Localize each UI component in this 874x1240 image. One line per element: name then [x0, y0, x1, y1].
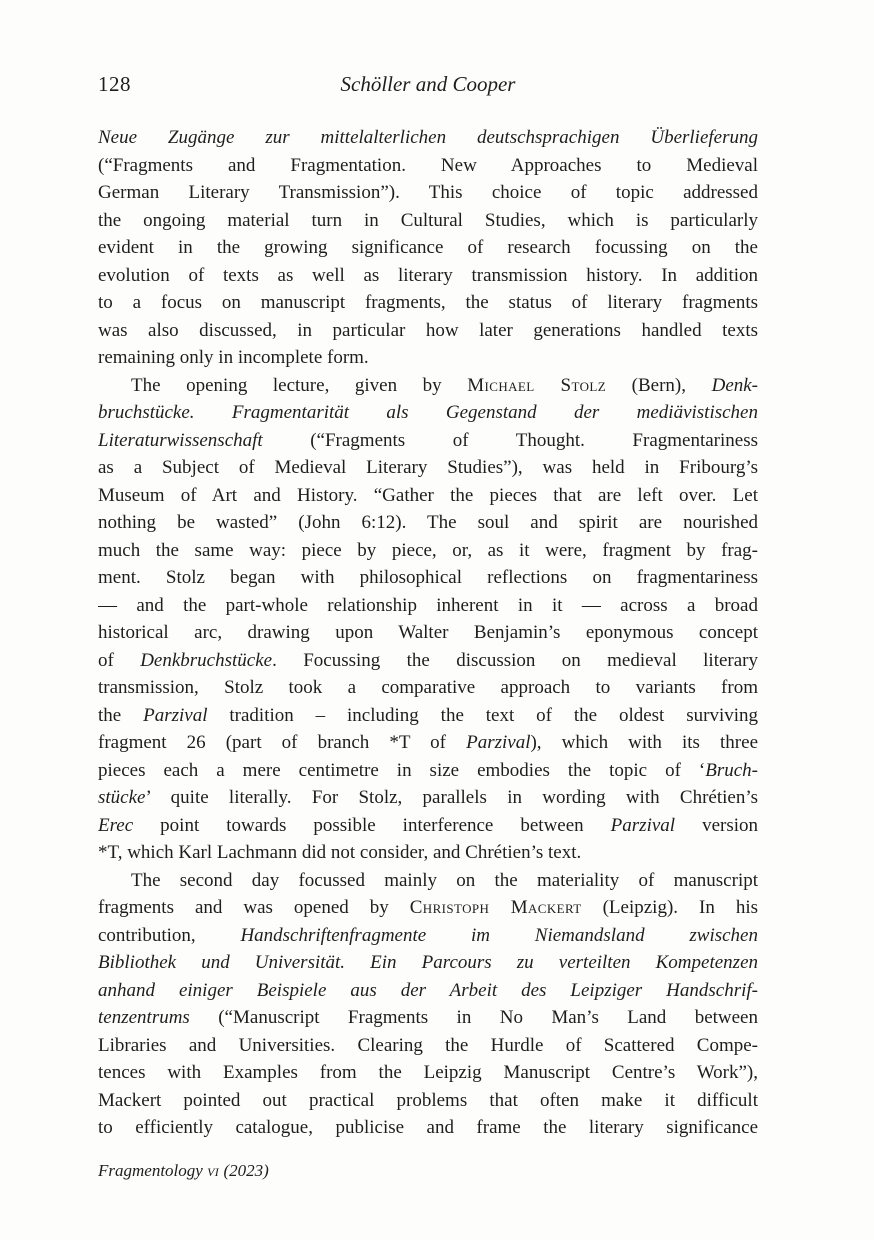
- text-run: Libraries and Universities. Clearing the Hurdle of Scattered Compe-: [98, 1034, 758, 1056]
- italic-text-run: Fragmentology: [98, 1161, 208, 1180]
- text-run: tences with Examples from the Leipzig Manuscript Centre’s Work”),: [98, 1062, 758, 1083]
- text-run: version: [675, 814, 758, 836]
- text-run: much the same way: piece by piece, or, as it were, fragment by frag-: [98, 539, 758, 561]
- italic-text-run: Parzival: [143, 704, 208, 726]
- italic-text-run: (2023): [219, 1161, 269, 1180]
- text-run: — and the part-whole relationship inherent in it — across a broad: [98, 594, 758, 616]
- text-line: [98, 922, 758, 950]
- text-line: [98, 839, 758, 867]
- italic-text-run: stücke: [98, 787, 146, 808]
- text-run: The opening lecture, given by: [131, 374, 468, 396]
- text-line: [98, 949, 758, 977]
- page-number: 128: [98, 72, 131, 96]
- text-line: [98, 317, 758, 345]
- text-line: [98, 674, 758, 702]
- smallcaps-text-run: Christoph Mackert: [409, 897, 582, 918]
- italic-text-run: Literaturwissenschaft: [98, 429, 263, 451]
- text-line: [98, 702, 758, 730]
- text-run: as a Subject of Medieval Literary Studies”), was held in Fribourg’s: [98, 457, 758, 478]
- text-line: [98, 867, 758, 895]
- smallcaps-text-run: Michael Stolz: [467, 374, 607, 396]
- text-run: (“Fragments and Fragmentation. New Approaches to Medieval: [98, 154, 758, 176]
- text-run: (“Manuscript Fragments in No Man’s Land between: [189, 1007, 758, 1028]
- text-run: German Literary Transmission”). This choice of topic addressed: [98, 182, 758, 203]
- text-line: [98, 1059, 758, 1087]
- italic-text-run: Denkbruchstücke: [140, 649, 273, 671]
- text-run: The second day focussed mainly on the materiality of manuscript: [131, 869, 758, 891]
- text-line: [98, 372, 758, 400]
- text-run: transmission, Stolz took a comparative approach to variants from: [98, 677, 758, 698]
- text-line: [98, 812, 758, 840]
- text-line: [98, 262, 758, 290]
- text-line: [98, 619, 758, 647]
- text-run: Museum of Art and History. “Gather the pieces that are left over. Let: [98, 484, 758, 506]
- text-run: nothing be wasted” (John 6:12). The soul and spirit are nourished: [98, 512, 758, 533]
- text-line: [98, 1004, 758, 1032]
- text-line: [98, 234, 758, 262]
- text-run: tradition – including the text of the oldest surviving: [207, 704, 758, 726]
- italic-text-run: Handschriftenfragmente im Niemandsland zwischen: [240, 924, 758, 946]
- text-run: (Leipzig). In his: [581, 897, 758, 918]
- text-line: [98, 289, 758, 317]
- text-line: [98, 1032, 758, 1060]
- text-line: [98, 757, 758, 785]
- text-line: [98, 124, 758, 152]
- text-line: [98, 454, 758, 482]
- text-run: to efficiently catalogue, publicise and frame the literary significance: [98, 1117, 758, 1138]
- text-line: [98, 1087, 758, 1115]
- page-body-text: [98, 124, 758, 1142]
- text-run: *T, which Karl Lachmann did not consider, and Chrétien’s text.: [98, 842, 582, 863]
- text-run: pieces each a mere centimetre in size embodies the topic of ‘: [98, 759, 706, 781]
- page-header: [98, 72, 758, 100]
- italic-text-run: tenzentrums: [98, 1007, 190, 1028]
- text-run: contribution,: [98, 924, 241, 946]
- text-run: of: [98, 649, 141, 671]
- text-run: point towards possible interference between: [133, 814, 611, 836]
- text-run: fragments and was opened by: [98, 897, 410, 918]
- italic-text-run: Denk-: [711, 374, 758, 396]
- text-run: historical arc, drawing upon Walter Benjamin’s eponymous concept: [98, 622, 758, 643]
- text-line: [98, 977, 758, 1005]
- italic-text-run: Erec: [98, 814, 134, 836]
- text-line: [98, 399, 758, 427]
- text-line: [98, 894, 758, 922]
- italic-text-run: Bibliothek und Universität. Ein Parcours zu verteilten Kompetenzen: [98, 952, 758, 973]
- text-run: fragment 26 (part of branch *T of: [98, 732, 467, 753]
- text-line: [98, 784, 758, 812]
- text-run: ment. Stolz began with philosophical reflections on fragmentariness: [98, 567, 758, 588]
- smallcaps-text-run: vi: [207, 1161, 220, 1180]
- italic-text-run: Parzival: [466, 732, 531, 753]
- italic-text-run: anhand einiger Beispiele aus der Arbeit des Leipziger Handschrif-: [98, 979, 758, 1001]
- text-run: ’ quite literally. For Stolz, parallels in wording with Chrétien’s: [145, 787, 758, 808]
- text-line: [98, 427, 758, 455]
- italic-text-run: Parzival: [610, 814, 676, 836]
- footer: [98, 1161, 758, 1181]
- text-line: [98, 647, 758, 675]
- text-run: remaining only in incomplete form.: [98, 347, 369, 368]
- text-run: Mackert pointed out practical problems that often make it difficult: [98, 1089, 758, 1111]
- text-line: [98, 537, 758, 565]
- text-run: the: [98, 704, 144, 726]
- text-run: to a focus on manuscript fragments, the status of literary fragments: [98, 292, 758, 313]
- text-line: [98, 729, 758, 757]
- text-line: [98, 592, 758, 620]
- text-run: . Focussing the discussion on medieval literary: [272, 649, 758, 671]
- text-run: evident in the growing significance of research focussing on the: [98, 237, 758, 258]
- text-run: evolution of texts as well as literary transmission history. In addition: [98, 264, 758, 286]
- italic-text-run: Bruch-: [705, 759, 758, 781]
- text-run: (“Fragments of Thought. Fragmentariness: [262, 429, 758, 451]
- text-run: was also discussed, in particular how later generations handled texts: [98, 319, 758, 341]
- running-title: Schöller and Cooper: [340, 72, 516, 96]
- text-line: [98, 1114, 758, 1142]
- text-line: [98, 482, 758, 510]
- text-run: ), which with its three: [530, 732, 758, 753]
- text-run: the ongoing material turn in Cultural Studies, which is particularly: [98, 209, 758, 231]
- text-line: [98, 509, 758, 537]
- text-line: [98, 344, 758, 372]
- text-line: [98, 179, 758, 207]
- italic-text-run: Neue Zugänge zur mittelalterlichen deutschsprachigen Überlieferung: [98, 127, 758, 148]
- text-line: [98, 564, 758, 592]
- text-line: [98, 207, 758, 235]
- text-line: [98, 152, 758, 180]
- italic-text-run: bruchstücke. Fragmentarität als Gegenstand der mediävistischen: [98, 402, 758, 423]
- text-run: (Bern),: [606, 374, 712, 396]
- footer-text: [98, 1161, 269, 1180]
